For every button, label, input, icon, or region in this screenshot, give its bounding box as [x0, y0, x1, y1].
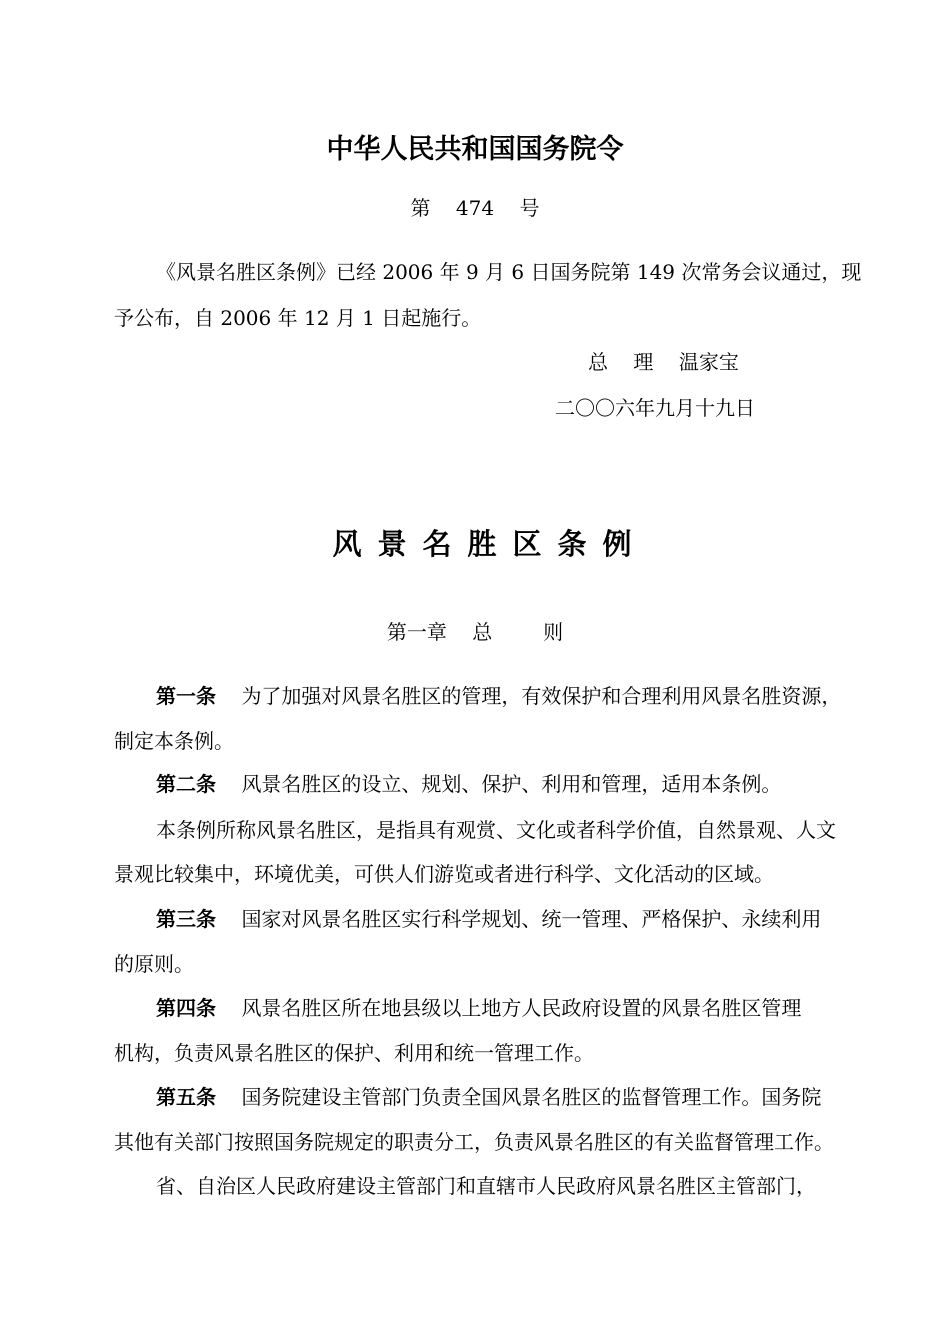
article-4-text: 风景名胜区所在地县级以上地方人民政府设置的风景名胜区管理 [241, 996, 802, 1020]
paragraph-provincial-line-1: 省、自治区人民政府建设主管部门和直辖市人民政府风景名胜区主管部门， [156, 1174, 816, 1198]
decree-body-line-1: 《风景名胜区条例》已经 2006 年 9 月 6 日国务院第 149 次常务会议通过，现 [156, 260, 862, 284]
paragraph-definition-line-2: 景观比较集中，环境优美，可供人们游览或者进行科学、文化活动的区域。 [114, 862, 774, 886]
article-5-line-1 [156, 1085, 821, 1109]
article-1-label: 第一条 [156, 684, 216, 708]
article-5-label: 第五条 [156, 1085, 216, 1109]
regulation-title: 风景名胜区条例 [332, 527, 648, 561]
article-3-line-2: 的原则。 [114, 952, 194, 976]
article-2-line-1 [156, 772, 781, 796]
signer-name: 温家宝 [678, 350, 739, 374]
decree-number-suffix: 号 [519, 196, 540, 220]
article-3-text: 国家对风景名胜区实行科学规划、统一管理、严格保护、永续利用 [241, 907, 822, 931]
article-1-line-1 [156, 684, 841, 708]
article-4-line-1 [156, 996, 801, 1020]
article-5-text: 国务院建设主管部门负责全国风景名胜区的监督管理工作。国务院 [241, 1085, 822, 1109]
decree-signer [588, 350, 739, 374]
article-1-text: 为了加强对风景名胜区的管理，有效保护和合理利用风景名胜资源， [241, 684, 842, 708]
article-5-line-2: 其他有关部门按照国务院规定的职责分工，负责风景名胜区的有关监督管理工作。 [114, 1130, 834, 1154]
article-4-line-2: 机构，负责风景名胜区的保护、利用和统一管理工作。 [114, 1041, 594, 1065]
decree-title: 中华人民共和国国务院令 [326, 134, 624, 165]
article-2-label: 第二条 [156, 772, 216, 796]
signer-title: 总 理 [588, 350, 654, 374]
article-3-line-1 [156, 907, 821, 931]
paragraph-definition-line-1: 本条例所称风景名胜区，是指具有观赏、文化或者科学价值，自然景观、人文 [156, 818, 836, 842]
article-1-line-2: 制定本条例。 [114, 729, 234, 753]
decree-body-line-2: 予公布，自 2006 年 12 月 1 日起施行。 [114, 306, 482, 330]
decree-date: 二〇〇六年九月十九日 [555, 396, 755, 420]
chapter-heading: 第一章 总 则 [386, 620, 564, 644]
decree-number [0, 196, 950, 220]
decree-number-prefix: 第 [410, 196, 431, 220]
article-2-text: 风景名胜区的设立、规划、保护、利用和管理，适用本条例。 [241, 772, 782, 796]
article-4-label: 第四条 [156, 996, 216, 1020]
article-3-label: 第三条 [156, 907, 216, 931]
decree-number-value: 474 [455, 196, 495, 220]
